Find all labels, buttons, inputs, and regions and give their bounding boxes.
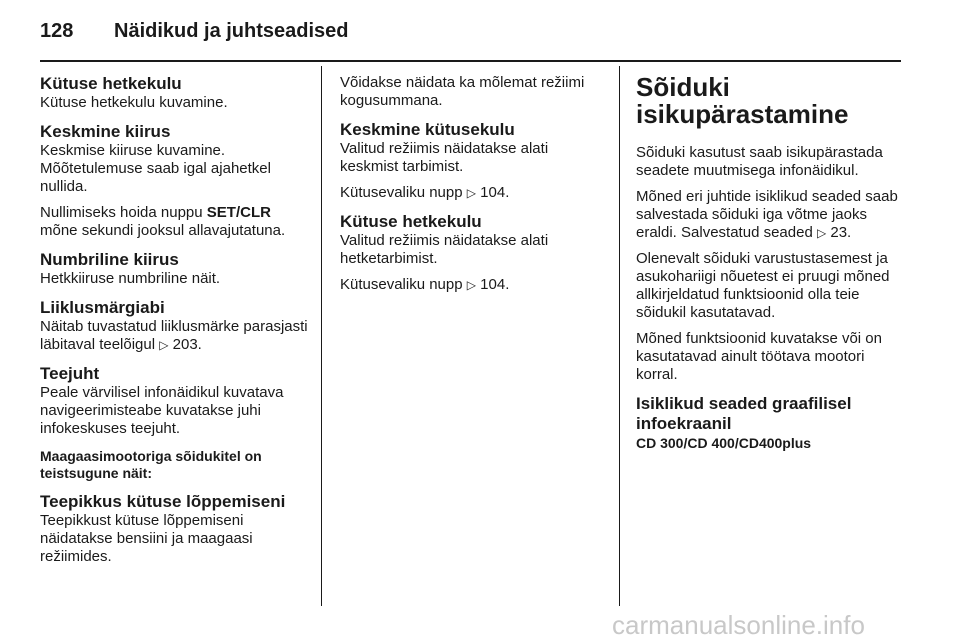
- fuel-button-reference: Kütusevaliku nupp ▷ 104.: [340, 184, 510, 201]
- section-fuel-average: [340, 120, 608, 202]
- section-average-speed: [40, 122, 312, 240]
- section-heading: Liiklusmärgiabi: [40, 298, 165, 317]
- page-reference[interactable]: 23.: [830, 224, 852, 241]
- section-text: Kütuse hetkekulu kuvamine.: [40, 94, 228, 111]
- section-range: [40, 492, 312, 566]
- section-text: Valitud režiimis näidatakse alati hetketarbimist.: [340, 232, 549, 267]
- page-number: 128: [40, 20, 74, 42]
- section-text: Peale värvilisel infonäidikul kuvatava navigeerimisteabe kuvatakse juhi infokeskuses teejuht.: [40, 384, 284, 437]
- section-heading: Maagaasimootoriga sõidukitel on teistsugune näit:: [40, 448, 262, 481]
- column-right: [636, 74, 904, 452]
- paragraph: Olenevalt sõiduki varustustasemest ja asukohariigi nõuetest ei pruugi mõned allkirjeldatud funktsioonid olla teie sõidukil kasutatavad.: [636, 250, 890, 321]
- reset-instruction: Nullimiseks hoida nuppu SET/CLR mõne sekundi jooksul allavajutatuna.: [40, 204, 286, 239]
- column-divider: [619, 66, 620, 606]
- section-heading: Teepikkus kütuse lõppemiseni: [40, 492, 286, 511]
- paragraph: Mõned funktsioonid kuvatakse või on kasutatavad ainult töötava mootori korral.: [636, 330, 882, 383]
- section-heading: Isiklikud seaded graafilisel infoekraanil: [636, 394, 852, 433]
- section-fuel-instant: [40, 74, 312, 112]
- section-text: Näitab tuvastatud liiklusmärke parasjasti läbitaval teelõigul ▷ 203.: [40, 318, 308, 353]
- page-reference[interactable]: 104.: [480, 184, 510, 201]
- section-digital-speed: [40, 250, 312, 288]
- page-reference[interactable]: 203.: [172, 336, 202, 353]
- set-clr-button-label: SET/CLR: [206, 204, 271, 221]
- page-reference[interactable]: 104.: [480, 276, 510, 293]
- section-text: Keskmise kiiruse kuvamine. Mõõtetulemuse saab igal ajahetkel nullida.: [40, 142, 271, 195]
- reference-arrow-icon: ▷: [816, 226, 827, 240]
- section-heading: Kütuse hetkekulu: [40, 74, 182, 93]
- section-text: Hetkkiiruse numbriline näit.: [40, 270, 221, 287]
- section-cng-note: [40, 448, 312, 482]
- section-heading: Keskmine kütusekulu: [340, 120, 515, 139]
- header-rule: [40, 60, 901, 62]
- section-route-guidance: [40, 364, 312, 438]
- reference-arrow-icon: ▷: [159, 338, 169, 352]
- section-traffic-sign-assist: [40, 298, 312, 354]
- section-heading: Numbriline kiirus: [40, 250, 179, 269]
- page-header: [40, 16, 900, 56]
- intro-paragraph: Võidakse näidata ka mõlemat režiimi kogusummana.: [340, 74, 585, 109]
- running-title: Näidikud ja juhtseadised: [114, 20, 349, 42]
- reference-arrow-icon: ▷: [466, 186, 476, 200]
- section-heading: Keskmine kiirus: [40, 122, 171, 141]
- reference-arrow-icon: ▷: [466, 278, 476, 292]
- column-left: [40, 74, 312, 576]
- section-fuel-instant: [340, 212, 608, 294]
- fuel-button-reference: Kütusevaliku nupp ▷ 104.: [340, 276, 510, 293]
- model-label: CD 300/CD 400/CD400plus: [636, 435, 812, 451]
- section-heading: Kütuse hetkekulu: [340, 212, 482, 231]
- paragraph: Sõiduki kasutust saab isikupärastada seadete muutmisega infonäidikul.: [636, 144, 883, 179]
- watermark: carmanualsonline.info: [612, 610, 865, 640]
- chapter-title: Sõiduki isikupärastamine: [636, 72, 849, 129]
- section-text: Teepikkust kütuse lõppemiseni näidatakse bensiini ja maagaasi režiimides.: [40, 512, 253, 565]
- section-text: Valitud režiimis näidatakse alati keskmist tarbimist.: [340, 140, 549, 175]
- section-heading: Teejuht: [40, 364, 100, 383]
- column-divider: [321, 66, 322, 606]
- column-middle: [340, 74, 608, 304]
- paragraph: Mõned eri juhtide isiklikud seaded saab salvestada sõiduki iga võtme jaoks eraldi. Salvestatud seaded ▷ 23.: [636, 188, 898, 241]
